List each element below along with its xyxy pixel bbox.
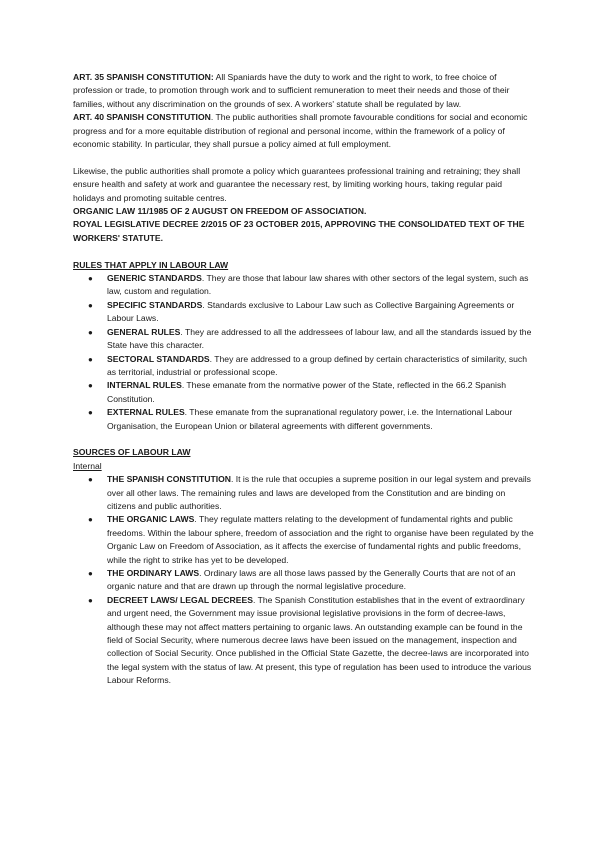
item-label: THE SPANISH CONSTITUTION bbox=[107, 474, 231, 485]
art40-paragraph bbox=[73, 111, 535, 151]
rules-heading: RULES THAT APPLY IN LABOUR LAW bbox=[73, 259, 229, 270]
item-label: SPECIFIC STANDARDS bbox=[107, 299, 203, 310]
item-label: DECREET LAWS/ LEGAL DECREES bbox=[107, 594, 253, 605]
list-item bbox=[73, 272, 535, 299]
list-item bbox=[73, 513, 535, 567]
art40-label: ART. 40 SPANISH CONSTITUTION bbox=[73, 112, 211, 123]
bullet-icon: ● bbox=[88, 300, 93, 310]
royal-decree-text: ROYAL LEGISLATIVE DECREE 2/2015 OF 23 OCTOBER 2015, APPROVING THE CONSOLIDATED TEXT OF THE WORKERS' STATUTE. bbox=[73, 219, 525, 243]
list-item bbox=[73, 567, 535, 594]
item-text: . These emanate from the normative power of the State, reflected in the 66.2 Spanish Constitution. bbox=[107, 380, 507, 404]
item-text: . Ordinary laws are all those laws passed by the Generally Courts that are not of an organic nature and that are drawn up through the normal legislative procedure. bbox=[107, 567, 516, 592]
item-label: EXTERNAL RULES bbox=[107, 407, 185, 418]
organic-law-text: ORGANIC LAW 11/1985 OF 2 AUGUST ON FREEDOM OF ASSOCIATION. bbox=[73, 206, 367, 217]
item-text: . They regulate matters relating to the development of fundamental rights and public freedoms. Within the labour sphere, freedom of association and the right to organise have been regulated by the Organic Law on Freedom of Association, as it affects the exercise of fundamental rights and public freedoms, while the right to strike has yet to be developed. bbox=[107, 514, 534, 565]
organic-law-title bbox=[73, 205, 535, 218]
item-label: THE ORDINARY LAWS bbox=[107, 567, 200, 578]
item-text: . Standards exclusive to Labour Law such as Collective Bargaining Agreements or Labour Laws. bbox=[107, 299, 515, 324]
bullet-icon: ● bbox=[88, 595, 93, 605]
item-text: . They are addressed to all the addressees of labour law, and all the standards issued by the State have this character. bbox=[107, 326, 532, 351]
item-label: GENERAL RULES bbox=[107, 326, 181, 337]
item-text: . The Spanish Constitution establishes that in the event of extraordinary and urgent need, the Government may issue provisional legislative provisions in the form of decree-laws, although these may not affect matters pertaining to organic laws. An outstanding example can be found in the field of Social Security, where numerous decree laws have been issued on the management, inspection and collection of Social Security. Once published in the Official State Gazette, the decree-laws are incorporated into the legal system with the status of law. At present, this type of regulation has been used to introduce the various Labour Reforms. bbox=[107, 594, 532, 686]
spacer bbox=[73, 433, 535, 446]
rules-list bbox=[73, 272, 535, 433]
list-item bbox=[73, 594, 535, 688]
art35-text: All Spaniards have the duty to work and the right to work, to free choice of profession or trade, to promotion through work and to sufficient remuneration to meet their needs and those of their families, without any discrimination on the grounds of sex. A workers' statute shall be regulated by law. bbox=[73, 72, 510, 109]
art35-label: ART. 35 SPANISH CONSTITUTION: bbox=[73, 72, 214, 82]
item-text: . It is the rule that occupies a supreme position in our legal system and prevails over all other laws. The remaining rules and laws are developed from the Constitution and are binding on citizens and public authorities. bbox=[107, 474, 531, 511]
bullet-icon: ● bbox=[88, 354, 93, 364]
sources-list bbox=[73, 473, 535, 688]
item-label: SECTORAL STANDARDS bbox=[107, 353, 210, 364]
spacer bbox=[73, 151, 535, 164]
list-item bbox=[73, 353, 535, 380]
spacer bbox=[73, 245, 535, 258]
bullet-icon: ● bbox=[88, 475, 93, 485]
list-item bbox=[73, 473, 535, 513]
item-label: GENERIC STANDARDS bbox=[107, 273, 202, 284]
bullet-icon: ● bbox=[88, 408, 93, 418]
list-item bbox=[73, 379, 535, 406]
document-body bbox=[73, 71, 535, 688]
list-item bbox=[73, 299, 535, 326]
likewise-paragraph: Likewise, the public authorities shall promote a policy which guarantees professional training and retraining; they shall ensure health and safety at work and guarantee the necessary rest, by limiting working hours, taking regular paid holidays and promoting suitable centres. bbox=[73, 165, 521, 203]
item-text: . They are those that labour law shares with other sectors of the legal system, such as law, custom and regulation. bbox=[107, 273, 529, 297]
art40-text: . The public authorities shall promote favourable conditions for social and economic progress and for a more equitable distribution of regional and personal income, within the framework of a policy of economic stability. In particular, they shall pursue a policy aimed at full employment. bbox=[73, 112, 528, 150]
item-label: THE ORGANIC LAWS bbox=[107, 514, 195, 525]
list-item bbox=[73, 406, 535, 433]
bullet-icon: ● bbox=[88, 327, 93, 337]
item-label: INTERNAL RULES bbox=[107, 380, 182, 391]
sources-subheading: Internal bbox=[73, 460, 102, 471]
bullet-icon: ● bbox=[88, 274, 93, 284]
bullet-icon: ● bbox=[88, 381, 93, 391]
item-text: . These emanate from the supranational regulatory power, i.e. the International Labour Organisation, the European Union or bilateral agreements with different governments. bbox=[107, 407, 513, 431]
list-item bbox=[73, 326, 535, 353]
bullet-icon: ● bbox=[88, 515, 93, 525]
sources-heading: SOURCES OF LABOUR LAW bbox=[73, 447, 191, 458]
royal-decree-title bbox=[73, 218, 535, 245]
bullet-icon: ● bbox=[88, 568, 93, 578]
item-text: . They are addressed to a group defined by certain characteristics of similarity, such as territorial, industrial or professional scope. bbox=[107, 353, 527, 377]
art35-paragraph bbox=[73, 71, 535, 111]
